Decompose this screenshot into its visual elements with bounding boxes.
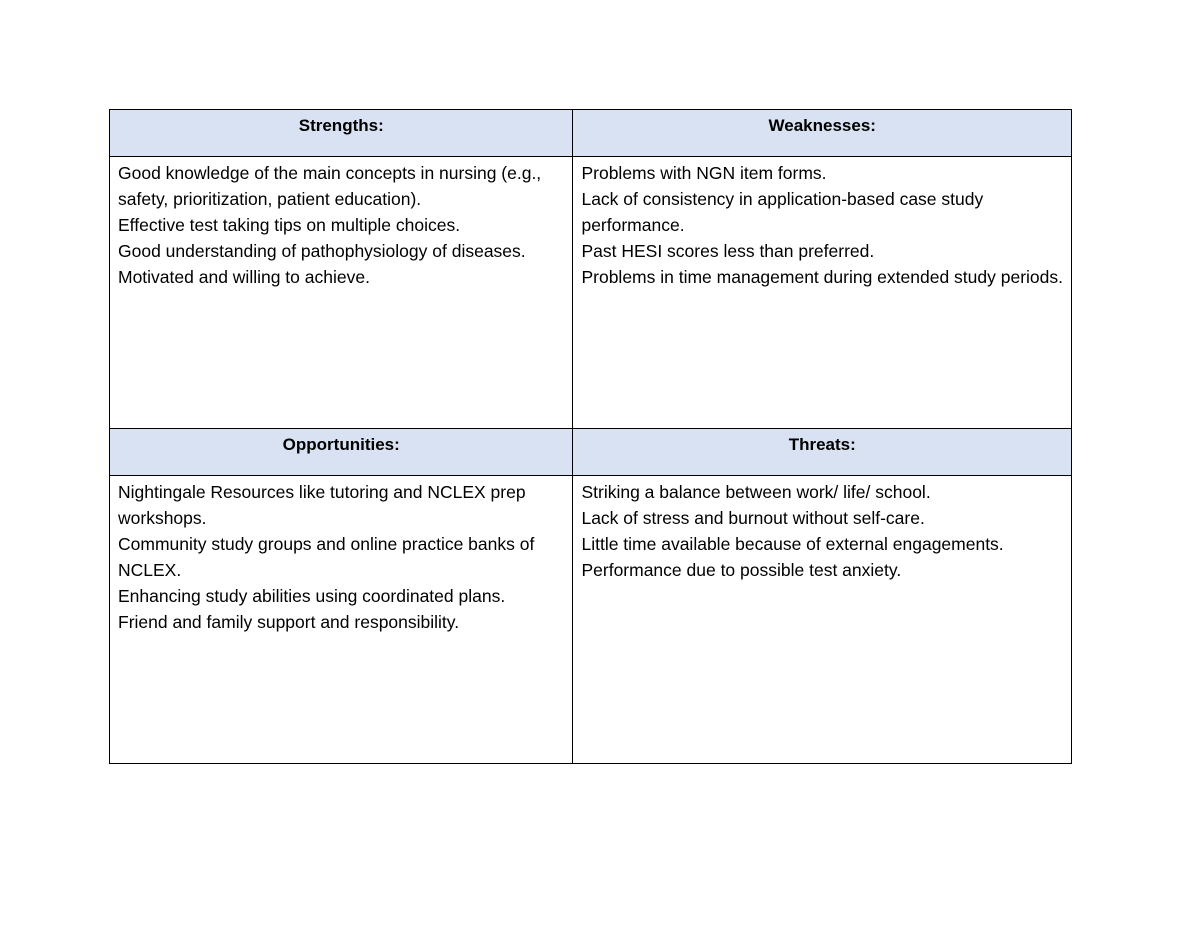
threats-list	[573, 476, 1071, 583]
strength-item: Motivated and willing to achieve.	[118, 267, 370, 287]
weaknesses-header	[573, 110, 1072, 157]
threat-item: Striking a balance between work/ life/ school.	[581, 482, 931, 502]
header-row-top	[110, 110, 1072, 157]
strengths-list	[110, 157, 572, 290]
opportunities-list	[110, 476, 572, 635]
weaknesses-title: Weaknesses:	[768, 116, 876, 135]
opportunity-item: Enhancing study abilities using coordinated plans.	[118, 586, 506, 606]
opportunities-title: Opportunities:	[282, 435, 400, 454]
weakness-item: Problems with NGN item forms.	[581, 163, 827, 183]
threat-item: Performance due to possible test anxiety.	[581, 560, 902, 580]
swot-table	[109, 109, 1072, 764]
opportunities-cell	[110, 476, 573, 764]
weaknesses-list	[573, 157, 1071, 290]
weakness-item: Lack of consistency in application-based case study performance.	[581, 189, 984, 235]
strengths-title: Strengths:	[298, 116, 384, 135]
threat-item: Little time available because of external engagements.	[581, 534, 1004, 554]
threats-header	[573, 429, 1072, 476]
opportunity-item: Nightingale Resources like tutoring and NCLEX prep workshops.	[118, 482, 526, 528]
threats-cell	[573, 476, 1072, 764]
body-row-top	[110, 157, 1072, 429]
weakness-item: Past HESI scores less than preferred.	[581, 241, 875, 261]
weakness-item: Problems in time management during extended study periods.	[581, 267, 1063, 287]
body-row-bottom	[110, 476, 1072, 764]
strength-item: Good knowledge of the main concepts in nursing (e.g., safety, prioritization, patient education).	[118, 163, 542, 209]
threats-title: Threats:	[788, 435, 856, 454]
strength-item: Good understanding of pathophysiology of diseases.	[118, 241, 526, 261]
header-row-bottom	[110, 429, 1072, 476]
strengths-header	[110, 110, 573, 157]
opportunity-item: Friend and family support and responsibility.	[118, 612, 460, 632]
strengths-cell	[110, 157, 573, 429]
strength-item: Effective test taking tips on multiple choices.	[118, 215, 461, 235]
opportunity-item: Community study groups and online practice banks of NCLEX.	[118, 534, 535, 580]
opportunities-header	[110, 429, 573, 476]
threat-item: Lack of stress and burnout without self-care.	[581, 508, 925, 528]
weaknesses-cell	[573, 157, 1072, 429]
